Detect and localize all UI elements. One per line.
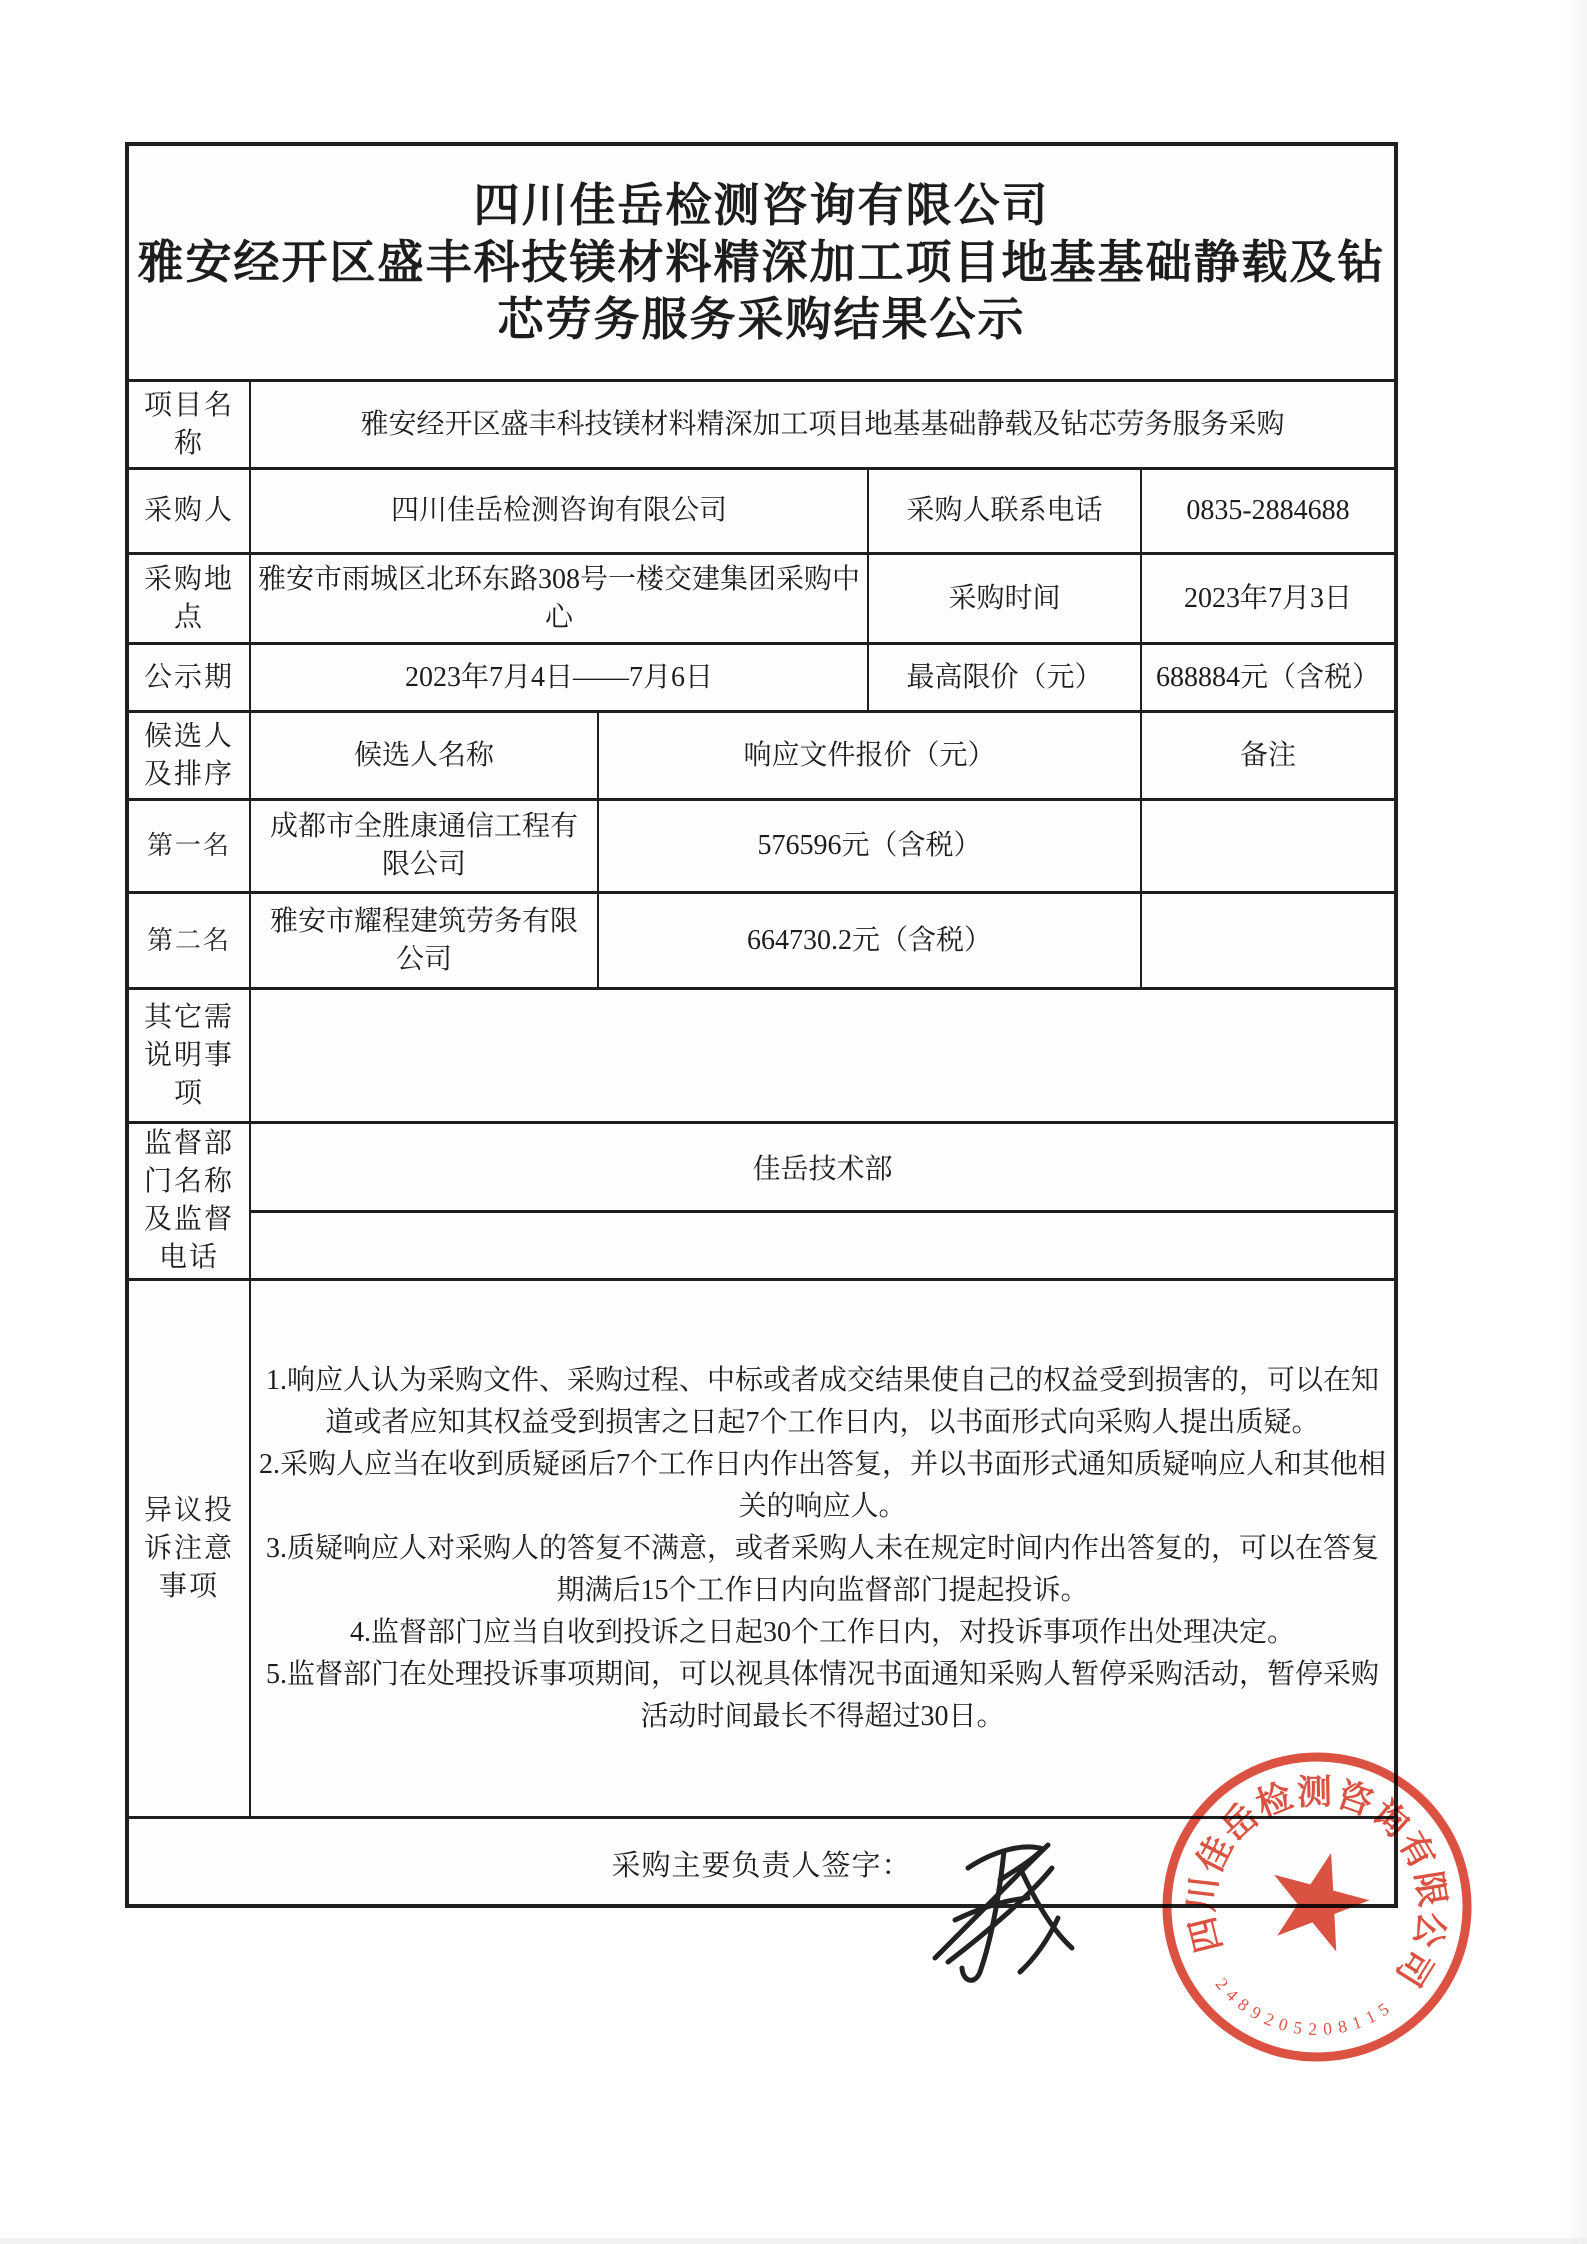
svg-text:限: 限 (1408, 1868, 1453, 1910)
second-rank-label: 第二名 (146, 925, 231, 955)
project-name-label: 项目名称 (143, 389, 234, 459)
seal-number-text (1206, 1972, 1395, 2052)
svg-text:8: 8 (1234, 1993, 1254, 2016)
svg-text:4: 4 (1222, 1984, 1243, 2005)
svg-text:佳: 佳 (1189, 1830, 1241, 1880)
row-publicity-period (129, 642, 1394, 710)
dispute-label: 异议投诉注意事项 (143, 1494, 234, 1602)
first-candidate-name: 成都市全胜康通信工程有限公司 (249, 801, 597, 891)
candidates-label: 候选人及排序 (143, 720, 234, 790)
location-value: 雅安市雨城区北环东路308号一楼交建集团采购中心 (249, 555, 867, 642)
row-dispute-notice (129, 1278, 1394, 1816)
max-price-value: 688884元（含税） (1140, 645, 1394, 710)
publicity-label: 公示期 (143, 661, 234, 693)
purchaser-phone-label: 采购人联系电话 (867, 470, 1140, 552)
svg-text:检: 检 (1250, 1776, 1298, 1826)
second-candidate-quote: 664730.2元（含税） (597, 894, 1140, 987)
dispute-item-1: 1.响应人认为采购文件、采购过程、中标或者成交结果使自己的权益受到损害的，可以在知道或者应知其权益受到损害之日起7个工作日内，以书面形式向采购人提出质疑。 (265, 1364, 1379, 1438)
svg-text:公: 公 (1406, 1908, 1452, 1951)
signature-scribble (900, 1800, 1120, 2000)
row-supervision (129, 1121, 1394, 1278)
supervision-phone-value (251, 1210, 1394, 1278)
first-rank-label: 第一名 (146, 831, 231, 860)
svg-text:0: 0 (1322, 2018, 1333, 2039)
dispute-item-4: 4.监督部门应当自收到投诉之日起30个工作日内，对投诉事项作出处理决定。 (349, 1616, 1295, 1648)
svg-text:2: 2 (1261, 2008, 1278, 2031)
second-candidate-remark (1140, 894, 1394, 987)
max-price-label: 最高限价（元） (867, 645, 1140, 710)
first-candidate-remark (1140, 801, 1394, 891)
company-title: 四川佳岳检测咨询有限公司 (473, 180, 1050, 231)
publicity-value: 2023年7月4日——7月6日 (249, 645, 867, 710)
document-title-block (129, 146, 1394, 379)
svg-text:2: 2 (1308, 2018, 1318, 2040)
svg-text:0: 0 (1276, 2013, 1291, 2036)
row-location (129, 552, 1394, 642)
purchaser-value: 四川佳岳检测咨询有限公司 (249, 470, 867, 552)
project-title-line1: 雅安经开区盛丰科技镁材料精深加工项目地基基础静载及钻 (137, 237, 1386, 288)
scan-artifact-right-edge (1563, 0, 1587, 2244)
scan-artifact-bottom-edge (0, 2238, 1587, 2244)
other-notes-value (249, 990, 1394, 1121)
signature-line-label: 采购主要负责人签字： (611, 1849, 912, 1882)
purchase-time-label: 采购时间 (867, 555, 1140, 642)
svg-text:司: 司 (1388, 1942, 1440, 1993)
other-notes-label: 其它需说明事项 (143, 1001, 234, 1109)
svg-text:岳: 岳 (1213, 1796, 1266, 1849)
purchaser-label: 采购人 (143, 495, 234, 526)
row-second-candidate (129, 891, 1394, 987)
supervision-label: 监督部门名称及监督电话 (143, 1128, 234, 1273)
svg-text:咨: 咨 (1331, 1774, 1378, 1824)
svg-text:川: 川 (1181, 1874, 1225, 1914)
dispute-item-2: 2.采购人应当在收到质疑函后7个工作日内作出答复，并以书面形式通知质疑响应人和其他相关的响应人。 (258, 1448, 1386, 1522)
purchase-time-value: 2023年7月3日 (1140, 555, 1394, 642)
candidate-name-header: 候选人名称 (249, 713, 597, 798)
dispute-item-5: 5.监督部门在处理投诉事项期间，可以视具体情况书面通知采购人暂停采购活动，暂停采购活动时间最长不得超过30日。 (265, 1658, 1379, 1732)
dispute-text (249, 1281, 1394, 1816)
row-purchaser (129, 467, 1394, 552)
svg-text:1: 1 (1362, 2005, 1379, 2028)
project-name-value: 雅安经开区盛丰科技镁材料精深加工项目地基基础静载及钻芯劳务服务采购 (249, 382, 1394, 467)
svg-text:测: 测 (1296, 1772, 1333, 1813)
svg-text:1: 1 (1349, 2011, 1365, 2034)
purchaser-phone-value: 0835-2884688 (1140, 470, 1394, 552)
svg-text:9: 9 (1247, 2001, 1265, 2024)
supervision-cells (249, 1124, 1394, 1278)
first-candidate-quote: 576596元（含税） (597, 801, 1140, 891)
svg-text:询: 询 (1364, 1792, 1417, 1846)
seal-graphics (1147, 1737, 1487, 2077)
row-candidates-header (129, 710, 1394, 798)
svg-text:四: 四 (1182, 1912, 1230, 1957)
row-first-candidate (129, 798, 1394, 891)
supervision-dept-value: 佳岳技术部 (752, 1154, 893, 1185)
svg-text:2: 2 (1211, 1974, 1233, 1994)
company-seal-stamp (1147, 1737, 1487, 2077)
svg-text:5: 5 (1292, 2016, 1304, 2039)
seal-star-icon (1259, 1840, 1379, 1956)
location-label: 采购地点 (143, 563, 234, 633)
candidate-remark-header: 备注 (1140, 713, 1394, 798)
row-other-notes (129, 987, 1394, 1121)
row-project-name (129, 379, 1394, 467)
second-candidate-name: 雅安市耀程建筑劳务有限公司 (249, 894, 597, 987)
announcement-table (125, 142, 1398, 1908)
svg-text:8: 8 (1336, 2015, 1349, 2038)
svg-text:有: 有 (1390, 1825, 1443, 1876)
candidate-quote-header: 响应文件报价（元） (597, 713, 1140, 798)
svg-text:5: 5 (1374, 1998, 1393, 2021)
dispute-item-3: 3.质疑响应人对采购人的答复不满意，或者采购人未在规定时间内作出答复的，可以在答复期满后15个工作日内向监督部门提起投诉。 (265, 1532, 1379, 1606)
project-title-line2: 芯劳务服务采购结果公示 (497, 294, 1026, 345)
